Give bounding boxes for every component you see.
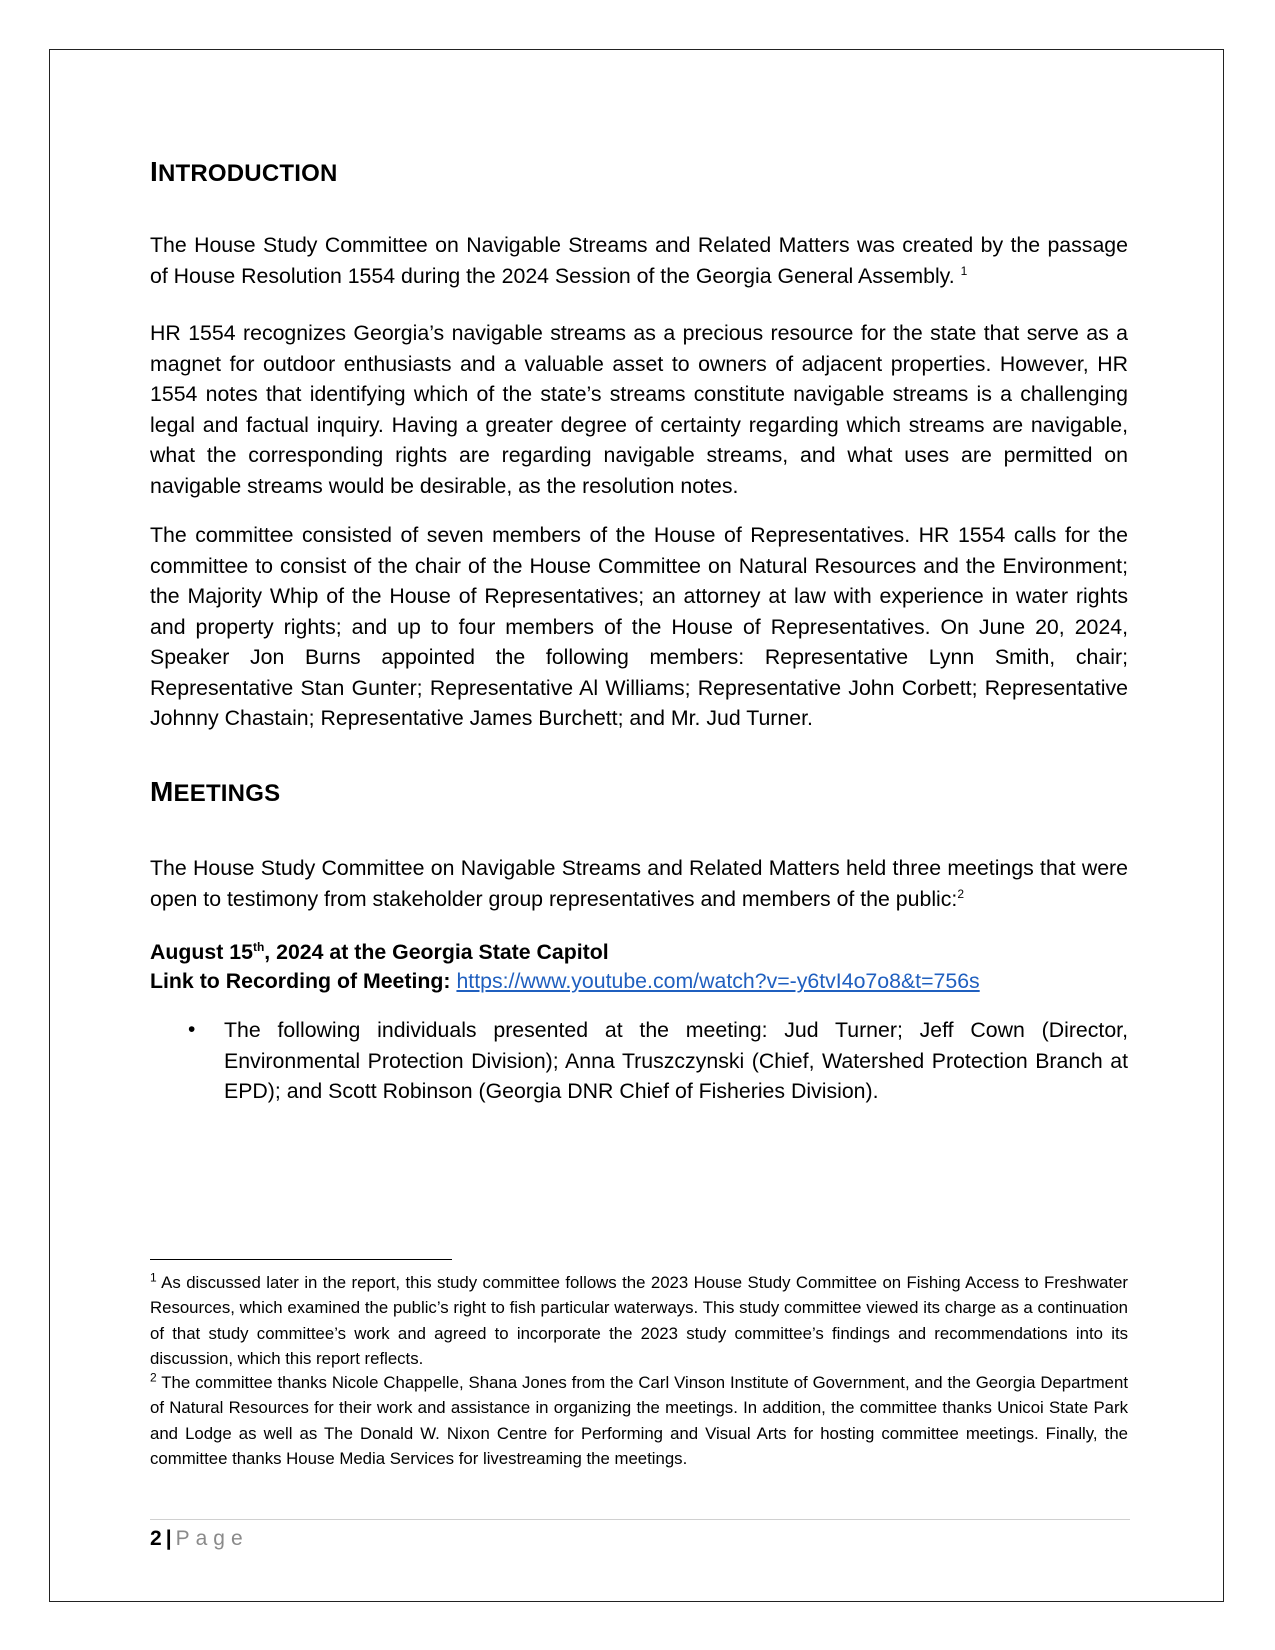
- meeting-1-link-row: [150, 969, 980, 994]
- heading-initial: I: [150, 156, 158, 187]
- intro-paragraph-1: [150, 230, 1128, 291]
- meeting-1-date-suffix: th: [252, 940, 265, 954]
- meeting-1-location: , 2024 at the Georgia State Capitol: [264, 940, 609, 965]
- meetings-paragraph-1: [150, 853, 1128, 914]
- meeting-1-date: August 15: [150, 940, 253, 965]
- footnote-1-number: 1: [150, 1270, 157, 1285]
- meetings-paragraph-1-text: The House Study Committee on Navigable Streams and Related Matters held three meetings that were open to testimony from stakeholder group representatives and members of the public:: [150, 856, 1128, 911]
- intro-paragraph-2: HR 1554 recognizes Georgia’s navigable streams as a precious resource for the state that serve as a magnet for outdoor enthusiasts and a valuable asset to owners of adjacent properties. However, HR 1554 notes that identifying which of the state’s streams constitute navigable streams is a challenging legal and factual inquiry. Having a greater degree of certainty regarding which streams are navigable, what the corresponding rights are regarding navigable streams, and what uses are permitted on navigable streams would be desirable, as the resolution notes.: [150, 321, 1128, 498]
- page-word: Page: [175, 1527, 249, 1550]
- meeting-1-title: [150, 940, 609, 965]
- footnote-ref-2[interactable]: 2: [957, 886, 965, 901]
- meetings-heading: [150, 776, 280, 808]
- meeting-1-recording-link[interactable]: https://www.youtube.com/watch?v=-y6tvI4o7o8&t=756s: [456, 969, 980, 993]
- page-number: 2: [150, 1527, 162, 1550]
- page-footer: [150, 1527, 249, 1551]
- footnote-1-text: As discussed later in the report, this study committee follows the 2023 House Study Committee on Fishing Access to Freshwater Resources, which examined the public’s right to fish particular waterways. This study committee viewed its charge as a continuation of that study committee’s work and agreed to incorporate the 2023 study committee’s findings and recommendations into its discussion, which this report reflects.: [150, 1273, 1128, 1369]
- footnote-2-text: The committee thanks Nicole Chappelle, Shana Jones from the Carl Vinson Institute of Government, and the Georgia Department of Natural Resources for their work and assistance in organizing the meetings. In addition, the committee thanks Unicoi State Park and Lodge as well as The Donald W. Nixon Centre for Performing and Visual Arts for hosting committee meetings. Finally, the committee thanks House Media Services for livestreaming the meetings.: [150, 1373, 1128, 1469]
- bullet-dot-icon: •: [188, 1018, 196, 1041]
- heading-rest: EETINGS: [173, 780, 281, 807]
- footnote-2: [150, 1370, 1128, 1472]
- meeting-1-link-label: Link to Recording of Meeting:: [150, 969, 451, 993]
- footnote-2-number: 2: [150, 1370, 157, 1385]
- footnote-1: [150, 1270, 1128, 1372]
- footer-separator: |: [165, 1527, 172, 1550]
- heading-initial: M: [150, 776, 174, 807]
- intro-paragraph-3: The committee consisted of seven members of the House of Representatives. HR 1554 calls for the committee to consist of the chair of the House Committee on Natural Resources and the Environment; the Majority Whip of the House of Representatives; an attorney at law with experience in water rights and property rights; and up to four members of the House of Representatives. On June 20, 2024, Speaker Jon Burns appointed the following members: Representative Lynn Smith, chair; Representative Stan Gunter; Representative Al Williams; Representative John Corbett; Representative Johnny Chastain; Representative James Burchett; and Mr. Jud Turner.: [150, 523, 1128, 730]
- footer-rule: [150, 1519, 1130, 1520]
- introduction-heading: [150, 156, 338, 188]
- intro-paragraph-1-text: The House Study Committee on Navigable Streams and Related Matters was created by the passage of House Resolution 1554 during the 2024 Session of the Georgia General Assembly.: [150, 233, 1128, 288]
- footnote-ref-1[interactable]: 1: [960, 263, 968, 278]
- meeting-1-bullet-text: The following individuals presented at the meeting: Jud Turner; Jeff Cown (Director, Environmental Protection Division); Anna Truszczynski (Chief, Watershed Protection Branch at EPD); and Scott Robinson (Georgia DNR Chief of Fisheries Division).: [224, 1018, 1128, 1103]
- heading-rest: NTRODUCTION: [157, 160, 338, 187]
- footnote-separator: [150, 1259, 452, 1260]
